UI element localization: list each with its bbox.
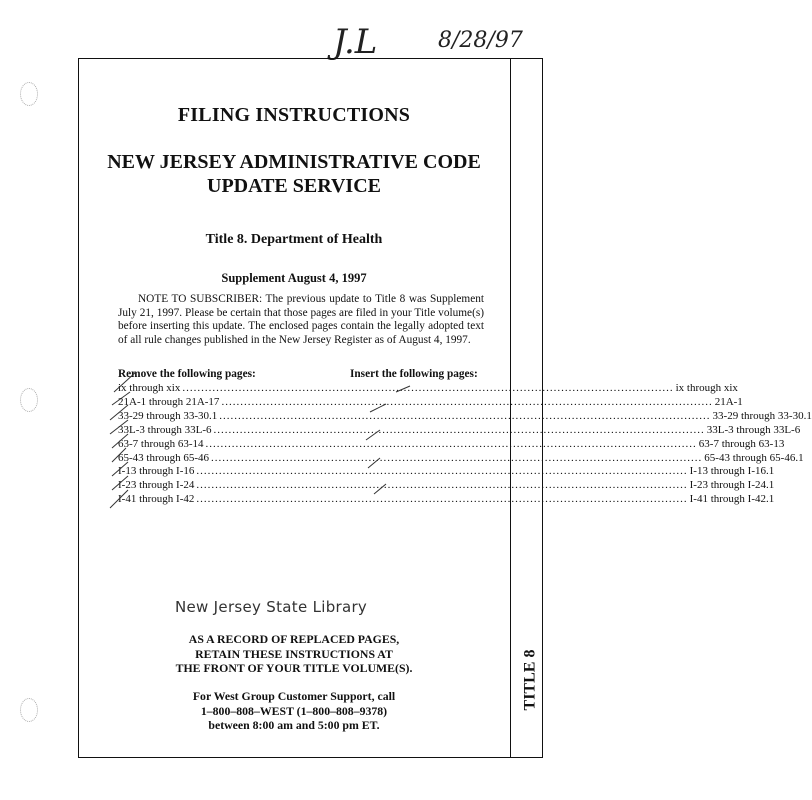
insert-pages: I-13 through I-16.1 — [689, 465, 775, 478]
remove-pages: 33L-3 through 33L-6 — [118, 423, 212, 436]
insert-pages: ix through xix — [675, 382, 738, 394]
remove-pages: ix through xix — [118, 382, 181, 394]
leader-dots: ................................................................................................................................... — [211, 451, 703, 464]
side-title-tab — [515, 640, 545, 720]
side-title-text: TITLE 8 — [521, 649, 539, 711]
check-mark — [110, 490, 128, 508]
handwritten-date: 8/28/97 — [438, 28, 523, 53]
insert-pages: 33L-3 through 33L-6 — [706, 423, 801, 436]
leader-dots: ................................................................................................................................... — [213, 423, 705, 436]
check-mark — [370, 404, 386, 412]
code-title-line1: NEW JERSEY ADMINISTRATIVE CODE — [107, 151, 481, 173]
code-title-line2: UPDATE SERVICE — [207, 175, 381, 197]
support-line3: between 8:00 am and 5:00 pm ET. — [208, 718, 380, 733]
insert-pages: 21A-1 — [714, 395, 743, 408]
remove-pages: 21A-1 through 21A-17 — [118, 395, 220, 408]
department-subtitle: Title 8. Department of Health — [205, 232, 383, 247]
support-line2: 1–800–808–WEST (1–800–808–9378) — [200, 703, 388, 718]
insert-pages: I-41 through I-42.1 — [689, 493, 775, 506]
remove-pages: I-23 through I-24 — [118, 479, 195, 492]
check-mark — [396, 386, 410, 392]
supplement-date: Supplement August 4, 1997 — [221, 271, 367, 285]
leader-dots: ................................................................................................................................... — [205, 437, 697, 450]
leader-dots: ................................................................................................................................... — [219, 409, 711, 422]
check-mark — [112, 462, 128, 476]
remove-pages: 63-7 through 63-14 — [118, 437, 204, 450]
check-mark — [110, 420, 128, 434]
document-title: FILING INSTRUCTIONS — [177, 104, 411, 126]
handwritten-initials: J.L — [333, 22, 378, 62]
check-mark — [374, 484, 386, 494]
check-mark — [112, 434, 128, 448]
leader-dots: ................................................................................................................................... — [182, 382, 674, 394]
remove-pages: I-13 through I-16 — [118, 465, 195, 478]
insert-pages: I-23 through I-24.1 — [689, 479, 775, 492]
record-line2: RETAIN THESE INSTRUCTIONS AT — [195, 646, 393, 661]
leader-dots: ................................................................................................................................... — [196, 465, 688, 478]
leader-dots: ................................................................................................................................... — [221, 395, 713, 408]
customer-support — [80, 689, 508, 733]
remove-header: Remove the following pages: — [118, 368, 256, 380]
check-mark — [112, 392, 130, 405]
subscriber-note-text: NOTE TO SUBSCRIBER: The previous update to Title 8 was Supplement July 21, 1997. Please be certain that those pages are filed in your Title volume(s) before inserting this update. The enclosed pages contain the legally adopted text of all rule changes published in the New Jersey Register as of August 4, 1997. — [118, 293, 484, 346]
record-instructions — [80, 632, 508, 676]
remove-pages: 65-43 through 65-46 — [118, 451, 210, 464]
record-line3: THE FRONT OF YOUR TITLE VOLUME(S). — [175, 661, 413, 676]
check-mark — [110, 405, 128, 420]
record-line1: AS A RECORD OF REPLACED PAGES, — [188, 632, 400, 646]
insert-pages: 63-7 through 63-13 — [698, 437, 785, 450]
support-line1: For West Group Customer Support, call — [192, 689, 396, 703]
library-stamp: New Jersey State Library — [175, 598, 368, 616]
insert-header: Insert the following pages: — [350, 368, 478, 380]
check-mark — [366, 430, 380, 440]
leader-dots: ................................................................................................................................... — [196, 479, 688, 492]
remove-pages: 33-29 through 33-30.1 — [118, 409, 218, 422]
leader-dots: ................................................................................................................................... — [196, 493, 688, 506]
check-mark — [114, 372, 136, 392]
insert-pages: 33-29 through 33-30.1 — [712, 409, 812, 422]
check-mark — [112, 476, 128, 490]
check-mark — [368, 458, 380, 468]
insert-pages: 65-43 through 65-46.1 — [704, 451, 804, 464]
remove-pages: I-41 through I-42 — [118, 493, 195, 506]
check-mark — [112, 448, 126, 462]
